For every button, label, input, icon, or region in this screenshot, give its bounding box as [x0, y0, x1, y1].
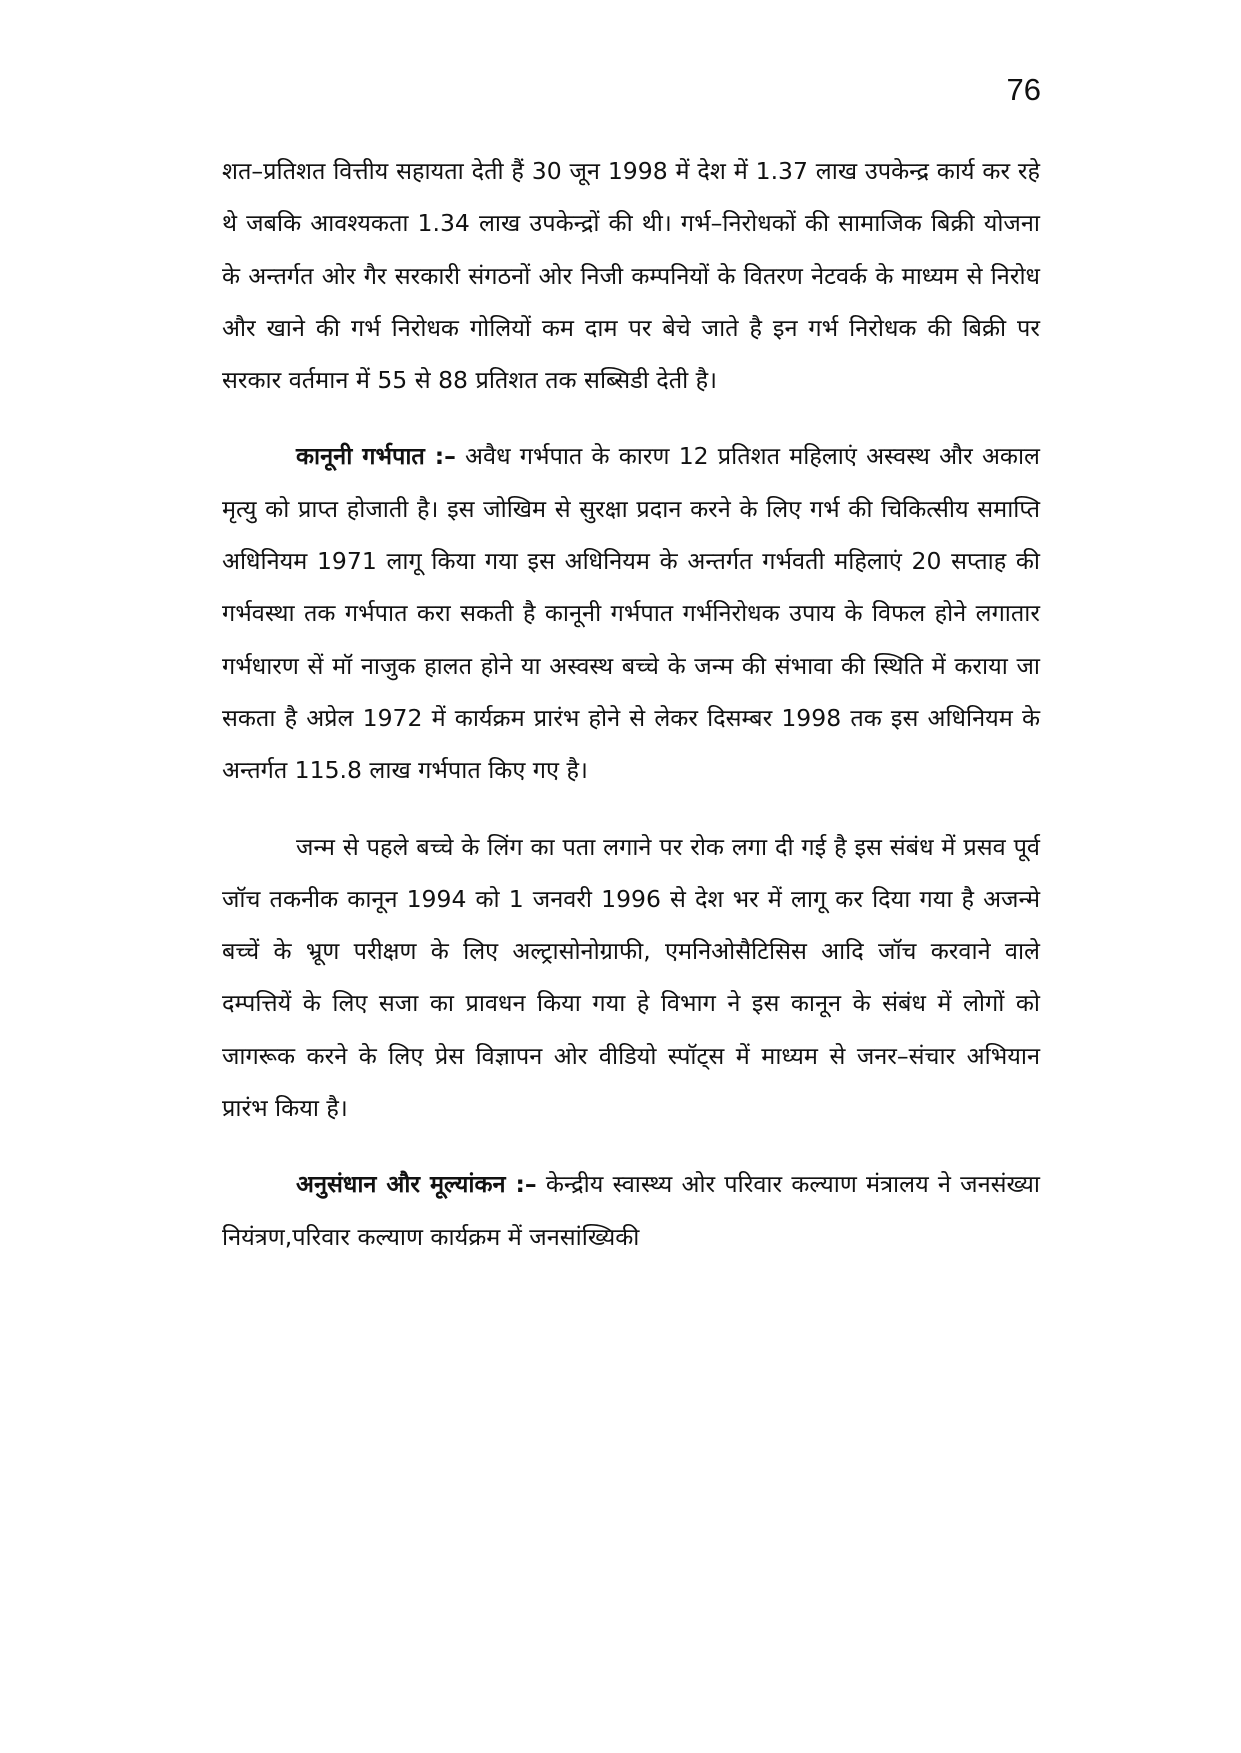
- paragraph-research-evaluation: [222, 1158, 1040, 1263]
- paragraph-text: अवैध गर्भपात के कारण 12 प्रतिशत महिलाएं अस्वस्थ और अकाल मृत्यु को प्राप्त होजाती है। इस जोखिम से सुरक्षा प्रदान करने के लिए गर्भ की चिकित्सीय समाप्ति अधिनियम 1971 लागू किया गया इस अधिनियम के अन्तर्गत गर्भवती महिलाएं 20 सप्ताह की गर्भवस्था तक गर्भपात करा सकती है कानूनी गर्भपात गर्भनिरोधक उपाय के विफल होने लगातार गर्भधारण सें मॉ नाजुक हालत होने या अस्वस्थ बच्चे के जन्म की संभावा की स्थिति में कराया जा सकता है अप्रेल 1972 में कार्यक्रम प्रारंभ होने से लेकर दिसम्बर 1998 तक इस अधिनियम के अन्तर्गत 115.8 लाख गर्भपात किए गए है।: [222, 442, 1040, 785]
- paragraph-legal-abortion: [222, 430, 1040, 796]
- section-heading-legal-abortion: कानूनी गर्भपात :–: [296, 442, 456, 471]
- section-heading-research-evaluation: अनुसंधान और मूल्यांकन :–: [296, 1170, 537, 1199]
- paragraph-text: शत–प्रतिशत वित्तीय सहायता देती हैं 30 जून 1998 में देश में 1.37 लाख उपकेन्द्र कार्य कर रहे थे जबकि आवश्यकता 1.34 लाख उपकेन्द्रों की थी। गर्भ–निरोधकों की सामाजिक बिक्री योजना के अन्तर्गत ओर गैर सरकारी संगठनों ओर निजी कम्पनियों के वितरण नेटवर्क के माध्यम से निरोध और खाने की गर्भ निरोधक गोलियों कम दाम पर बेचे जाते है इन गर्भ निरोधक की बिक्री पर सरकार वर्तमान में 55 से 88 प्रतिशत तक सब्सिडी देती है।: [222, 157, 1040, 395]
- paragraph-text: जन्म से पहले बच्चे के लिंग का पता लगाने पर रोक लगा दी गई है इस संबंध में प्रसव पूर्व जॉच तकनीक कानून 1994 को 1 जनवरी 1996 से देश भर में लागू कर दिया गया है अजन्मे बच्चें के भ्रूण परीक्षण के लिए अल्ट्रासोनोग्राफी, एमनिओसैटिसिस आदि जॉच करवाने वाले दम्पत्तियें के लिए सजा का प्रावधन किया गया हे विभाग ने इस कानून के संबंध में लोगों को जागरूक करने के लिए प्रेस विज्ञापन ओर वीडियो स्पॉट्स में माध्यम से जनर–संचार अभियान प्रारंभ किया है।: [222, 832, 1040, 1123]
- document-body: [222, 145, 1040, 1287]
- paragraph-text: केन्द्रीय स्वास्थ्य ओर परिवार कल्याण मंत्रालय ने जनसंख्या नियंत्रण,परिवार कल्याण कार्यक्रम में जनसांख्यिकी: [222, 1170, 1040, 1251]
- paragraph-subsidy: [222, 145, 1040, 406]
- paragraph-sex-determination: [222, 821, 1040, 1135]
- page-number: 76: [1006, 72, 1041, 107]
